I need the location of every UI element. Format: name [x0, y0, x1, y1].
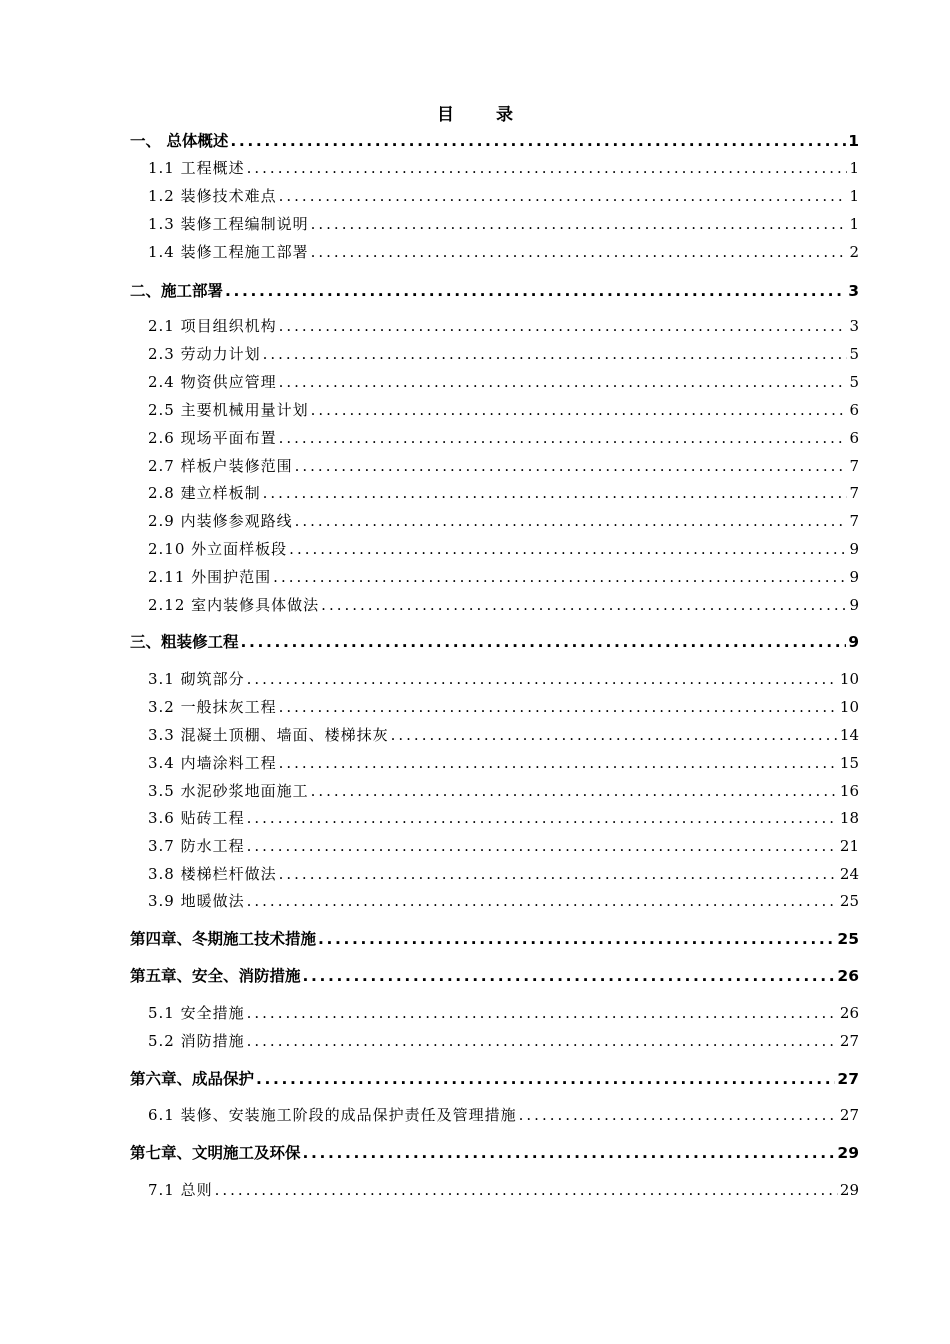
- toc-page-number: 9: [849, 596, 859, 614]
- dot-leader: [247, 670, 838, 688]
- toc-entry-section[interactable]: [148, 724, 859, 745]
- toc-page-number: 3: [849, 317, 859, 335]
- toc-entry-label: 3.9 地暖做法: [148, 892, 245, 910]
- dot-leader: [241, 633, 847, 651]
- toc-page-number: 9: [849, 540, 859, 558]
- toc-page-number: 26: [839, 1004, 859, 1022]
- dot-leader: [295, 457, 848, 475]
- dot-leader: [303, 1144, 836, 1162]
- dot-leader: [279, 429, 848, 447]
- toc-entry-label: 2.12 室内装修具体做法: [148, 596, 320, 614]
- toc-entry-section[interactable]: [148, 241, 859, 262]
- toc-entry-section[interactable]: [148, 890, 859, 911]
- toc-page-number: 7: [849, 484, 859, 502]
- toc-entry-label: 5.1 安全措施: [148, 1004, 245, 1022]
- toc-page-number: 18: [839, 809, 859, 827]
- toc-entry-label: 第五章、安全、消防措施: [130, 967, 301, 985]
- dot-leader: [279, 698, 838, 716]
- toc-page-number: 1: [849, 187, 859, 205]
- toc-entry-section[interactable]: [148, 668, 859, 689]
- dot-leader: [247, 1004, 838, 1022]
- toc-page-number: 15: [839, 754, 859, 772]
- toc-entry-section[interactable]: [148, 157, 859, 178]
- dot-leader: [225, 282, 846, 300]
- toc-entry-chapter[interactable]: [130, 1141, 859, 1163]
- toc-entry-label: 第七章、文明施工及环保: [130, 1144, 301, 1162]
- toc-page-number: 1: [849, 159, 859, 177]
- toc-entry-section[interactable]: [148, 427, 859, 448]
- toc-entry-section[interactable]: [148, 455, 859, 476]
- toc-page-number: 29: [839, 1181, 859, 1199]
- dot-leader: [279, 317, 848, 335]
- toc-page-number: 29: [837, 1144, 859, 1162]
- toc-page-number: 10: [839, 670, 859, 688]
- toc-page-number: 25: [837, 930, 859, 948]
- toc-page-number: 9: [849, 568, 859, 586]
- dot-leader: [391, 726, 838, 744]
- toc-entry-section[interactable]: [148, 1030, 859, 1051]
- dot-leader: [263, 484, 848, 502]
- toc-entry-label: 2.3 劳动力计划: [148, 345, 261, 363]
- toc-page-number: 1: [848, 132, 859, 150]
- dot-leader: [247, 892, 838, 910]
- dot-leader: [289, 540, 847, 558]
- toc-entry-chapter[interactable]: [130, 964, 859, 986]
- dot-leader: [215, 1181, 838, 1199]
- toc-entry-label: 2.8 建立样板制: [148, 484, 261, 502]
- toc-page-number: 5: [849, 373, 859, 391]
- toc-entry-section[interactable]: [148, 1179, 859, 1200]
- dot-leader: [247, 159, 848, 177]
- dot-leader: [263, 345, 848, 363]
- dot-leader: [303, 967, 836, 985]
- dot-leader: [311, 243, 848, 261]
- dot-leader: [279, 754, 838, 772]
- toc-entry-label: 三、粗装修工程: [130, 633, 239, 651]
- toc-entry-section[interactable]: [148, 594, 859, 615]
- toc-entry-section[interactable]: [148, 1002, 859, 1023]
- dot-leader: [279, 865, 838, 883]
- toc-entry-label: 1.2 装修技术难点: [148, 187, 277, 205]
- toc-entry-label: 第六章、成品保护: [130, 1070, 255, 1088]
- toc-entry-section[interactable]: [148, 780, 859, 801]
- toc-entry-chapter[interactable]: [130, 630, 859, 652]
- dot-leader: [279, 373, 848, 391]
- toc-page-number: 25: [839, 892, 859, 910]
- toc-entry-section[interactable]: [148, 482, 859, 503]
- toc-entry-section[interactable]: [148, 213, 859, 234]
- toc-page-number: 24: [839, 865, 859, 883]
- toc-page-number: 6: [849, 429, 859, 447]
- toc-entry-label: 2.11 外围护范围: [148, 568, 272, 586]
- toc-entry-label: 3.3 混凝土顶棚、墙面、楼梯抹灰: [148, 726, 389, 744]
- toc-page-number: 16: [839, 782, 859, 800]
- toc-entry-label: 第四章、冬期施工技术措施: [130, 930, 317, 948]
- dot-leader: [295, 512, 848, 530]
- toc-entry-section[interactable]: [148, 807, 859, 828]
- dot-leader: [519, 1106, 838, 1124]
- dot-leader: [247, 1032, 838, 1050]
- toc-page-number: 21: [839, 837, 859, 855]
- toc-page-number: 3: [848, 282, 859, 300]
- toc-entry-label: 3.6 贴砖工程: [148, 809, 245, 827]
- toc-page-number: 6: [849, 401, 859, 419]
- toc-entry-label: 2.6 现场平面布置: [148, 429, 277, 447]
- toc-entry-chapter[interactable]: [130, 279, 859, 301]
- toc-entry-label: 2.5 主要机械用量计划: [148, 401, 309, 419]
- toc-entry-label: 3.2 一般抹灰工程: [148, 698, 277, 716]
- toc-page-number: 14: [839, 726, 859, 744]
- toc-entry-label: 3.1 砌筑部分: [148, 670, 245, 688]
- toc-entry-section[interactable]: [148, 863, 859, 884]
- toc-entry-label: 2.9 内装修参观路线: [148, 512, 293, 530]
- toc-page-number: 2: [849, 243, 859, 261]
- toc-entry-label: 一、 总体概述: [130, 132, 229, 150]
- toc-entry-label: 2.7 样板户装修范围: [148, 457, 293, 475]
- toc-entry-chapter[interactable]: [130, 1067, 859, 1089]
- toc-page-number: 27: [837, 1070, 859, 1088]
- toc-entry-section[interactable]: [148, 510, 859, 531]
- toc-page-number: 10: [839, 698, 859, 716]
- toc-entry-label: 6.1 装修、安装施工阶段的成品保护责任及管理措施: [148, 1106, 517, 1124]
- dot-leader: [247, 809, 838, 827]
- toc-entry-section[interactable]: [148, 1104, 859, 1125]
- toc-entry-label: 2.10 外立面样板段: [148, 540, 288, 558]
- toc-entry-label: 3.5 水泥砂浆地面施工: [148, 782, 309, 800]
- dot-leader: [279, 187, 848, 205]
- toc-page-number: 26: [837, 967, 859, 985]
- toc-entry-label: 5.2 消防措施: [148, 1032, 245, 1050]
- toc-entry-chapter[interactable]: [130, 927, 859, 949]
- toc-page-number: 27: [839, 1106, 859, 1124]
- toc-page-number: 1: [849, 215, 859, 233]
- toc-entry-section[interactable]: [148, 538, 859, 559]
- toc-page-number: 5: [849, 345, 859, 363]
- toc-entry-label: 2.1 项目组织机构: [148, 317, 277, 335]
- toc-entry-section[interactable]: [148, 835, 859, 856]
- toc-entry-section[interactable]: [148, 566, 859, 587]
- toc-entry-label: 7.1 总则: [148, 1181, 213, 1199]
- toc-entry-section[interactable]: [148, 343, 859, 364]
- toc-entry-label: 1.4 装修工程施工部署: [148, 243, 309, 261]
- dot-leader: [321, 596, 847, 614]
- dot-leader: [230, 132, 846, 150]
- toc-entry-label: 3.8 楼梯栏杆做法: [148, 865, 277, 883]
- toc-entry-label: 1.3 装修工程编制说明: [148, 215, 309, 233]
- toc-entry-section[interactable]: [148, 185, 859, 206]
- dot-leader: [256, 1070, 835, 1088]
- toc-entry-label: 3.7 防水工程: [148, 837, 245, 855]
- toc-entry-label: 2.4 物资供应管理: [148, 373, 277, 391]
- toc-entry-section[interactable]: [148, 315, 859, 336]
- toc-page-number: 7: [849, 457, 859, 475]
- toc-entry-section[interactable]: [148, 752, 859, 773]
- toc-entry-label: 二、施工部署: [130, 282, 224, 300]
- dot-leader: [273, 568, 847, 586]
- toc-entry-label: 1.1 工程概述: [148, 159, 245, 177]
- toc-page-number: 7: [849, 512, 859, 530]
- dot-leader: [247, 837, 838, 855]
- dot-leader: [311, 401, 848, 419]
- toc-entry-chapter[interactable]: [130, 129, 859, 151]
- dot-leader: [311, 782, 838, 800]
- toc-entry-label: 3.4 内墙涂料工程: [148, 754, 277, 772]
- dot-leader: [311, 215, 848, 233]
- toc-page-number: 9: [848, 633, 859, 651]
- dot-leader: [318, 930, 835, 948]
- toc-entry-section[interactable]: [148, 399, 859, 420]
- toc-page-number: 27: [839, 1032, 859, 1050]
- toc-entry-section[interactable]: [148, 371, 859, 392]
- toc-entry-section[interactable]: [148, 696, 859, 717]
- toc-title: 目 录: [437, 105, 531, 125]
